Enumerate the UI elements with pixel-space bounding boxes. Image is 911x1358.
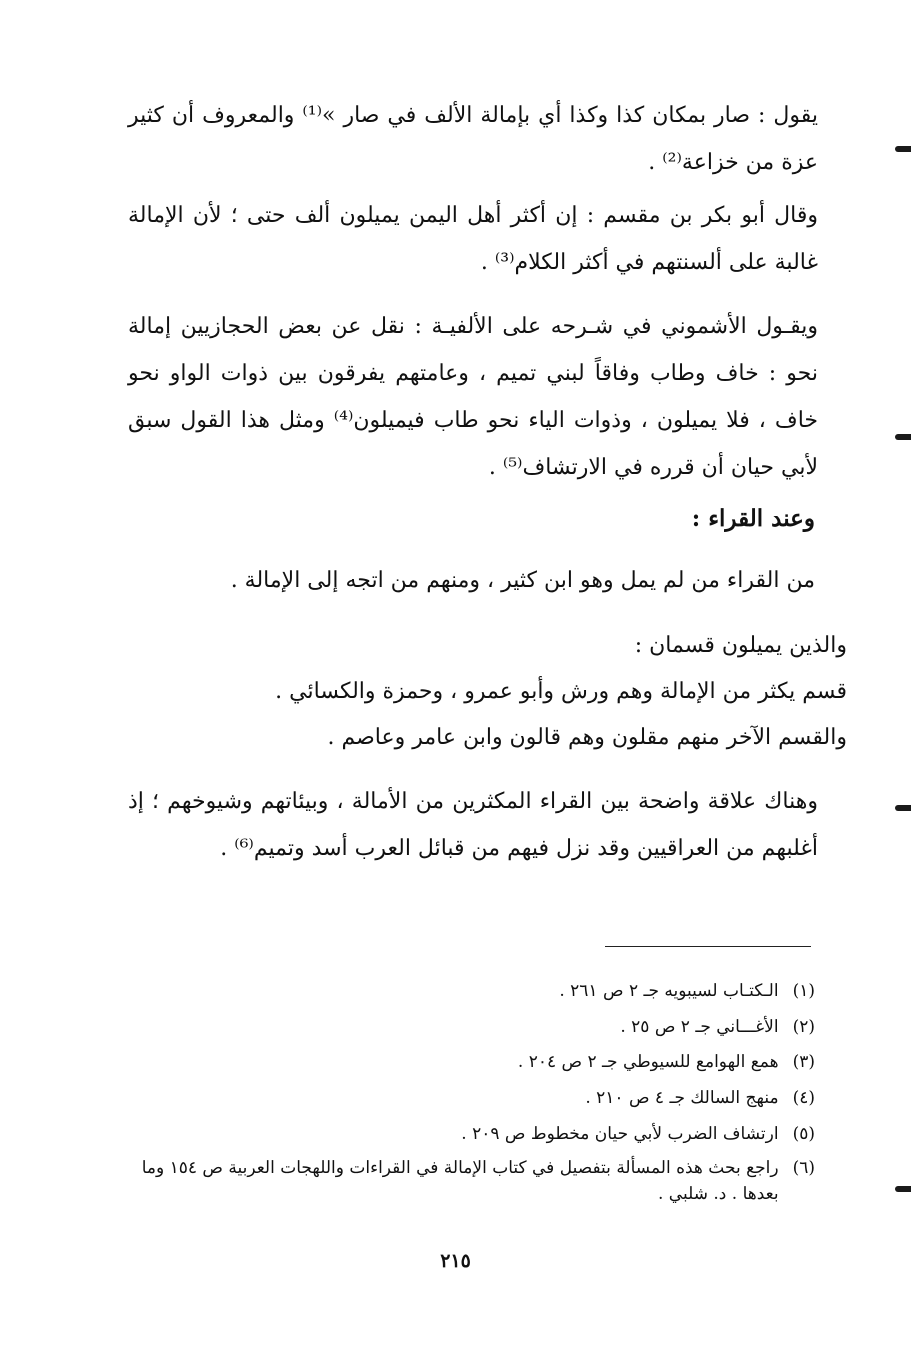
footnote-number: (٣) [792, 1052, 815, 1072]
footnote-number: (٢) [792, 1017, 815, 1037]
footnote-2 [120, 1014, 815, 1040]
binding-mark [895, 434, 911, 440]
readers-line-3: قسم يكثر من الإمالة وهم ورش وأبو عمرو ، وحمزة والكسائي . [275, 679, 847, 704]
paragraph-1: يقول : صار بمكان كذا وكذا أي بإمالة الألف في صار »⁽¹⁾ والمعروف أن كثير عزة من خزاعة⁽²⁾ . [128, 103, 818, 175]
footnote-6 [120, 1155, 815, 1207]
footnote-text: منهج السالك جـ ٤ ص ٢١٠ . [585, 1088, 779, 1108]
footnote-text: راجع بحث هذه المسألة بتفصيل في كتاب الإمالة في القراءات واللهجات العربية ص ١٥٤ وما بعدها . د. شلبي . [141, 1158, 779, 1204]
footnote-text: الـكتـاب لسيبويه جـ ٢ ص ٢٦١ . [559, 981, 779, 1001]
binding-mark [895, 805, 911, 811]
binding-mark [895, 146, 911, 152]
section-heading: وعند القراء : [691, 505, 815, 532]
footnote-3 [120, 1049, 815, 1075]
binding-mark [895, 1186, 911, 1192]
readers-line-1: من القراء من لم يمل وهو ابن كثير ، ومنهم من اتجه إلى الإمالة . [230, 568, 815, 593]
page-number: ٢١٥ [440, 1250, 471, 1272]
footnote-divider [605, 946, 811, 947]
footnote-number: (٥) [792, 1124, 815, 1144]
footnote-number: (٤) [792, 1088, 815, 1108]
footnote-4 [120, 1085, 815, 1111]
readers-line-4: والقسم الآخر منهم مقلون وهم قالون وابن عامر وعاصم . [327, 725, 847, 750]
footnote-text: همع الهوامع للسيوطي جـ ٢ ص ٢٠٤ . [517, 1052, 779, 1072]
footnote-number: (١) [792, 981, 815, 1001]
paragraph-3: ويقـول الأشموني في شـرحه على الألفيـة : نقل عن بعض الحجازيين إمالة نحو : خاف وطاب وفاقاً لبني تميم ، وعامتهم يفرقون بين ذوات الواو نحو خاف ، فلا يميلون ، وذوات الياء نحو طاب فيميلون⁽⁴⁾ ومثل هذا القول سبق لأبي حيان أن قرره في الارتشاف⁽⁵⁾ . [128, 314, 819, 480]
paragraph-closing: وهناك علاقة واضحة بين القراء المكثرين من الأمالة ، وبيئاتهم وشيوخهم ؛ إذ أغلبهم من العراقيين وقد نزل فيهم من قبائل العرب أسد وتميم⁽⁶⁾ . [128, 789, 818, 861]
footnote-number: (٦) [792, 1158, 815, 1178]
footnote-1 [120, 978, 815, 1004]
footnote-text: الأغـــاني جـ ٢ ص ٢٥ . [620, 1017, 779, 1037]
footnote-5 [120, 1121, 815, 1147]
readers-line-2: والذين يميلون قسمان : [634, 633, 847, 658]
paragraph-2: وقال أبو بكر بن مقسم : إن أكثر أهل اليمن يميلون ألف حتى ؛ لأن الإمالة غالبة على ألسنتهم في أكثر الكلام⁽³⁾ . [128, 203, 818, 275]
footnote-text: ارتشاف الضرب لأبي حيان مخطوط ص ٢٠٩ . [461, 1124, 779, 1144]
